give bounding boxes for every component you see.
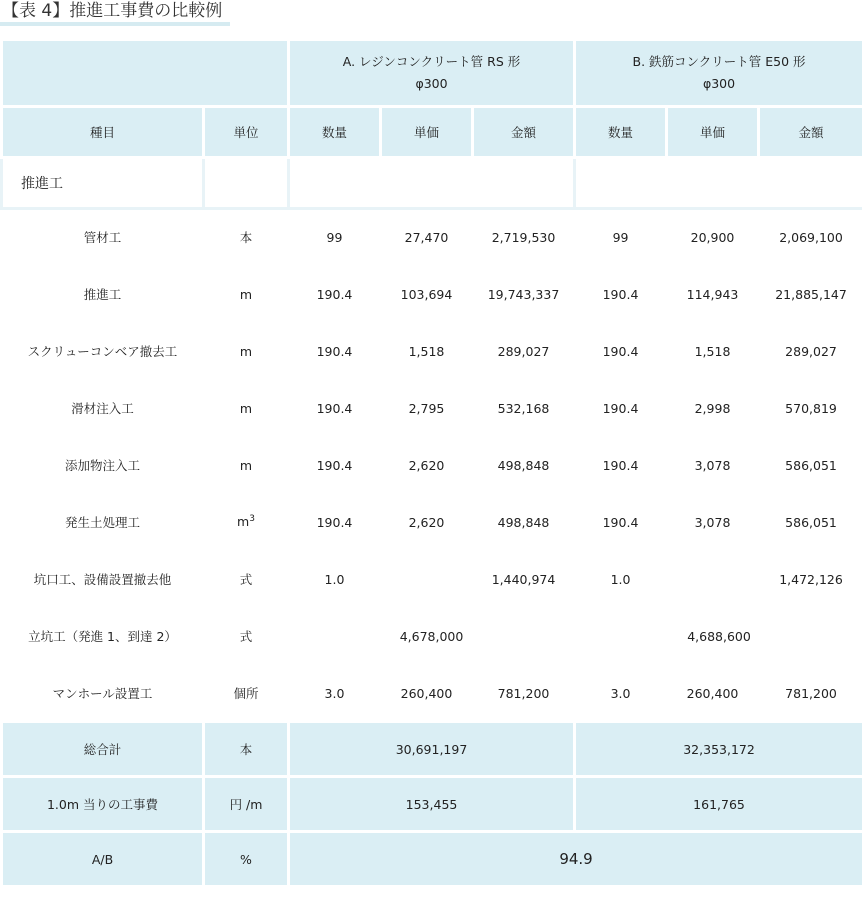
row-item: 立坑工（発進 1、到達 2） [2, 608, 204, 665]
row-a-qty: 190.4 [289, 494, 381, 551]
row-unit: m [204, 266, 289, 323]
per-meter-row [2, 777, 862, 832]
cost-comparison-table [0, 38, 862, 888]
row-b-price: 260,400 [667, 665, 759, 722]
row-b-amount: 21,885,147 [759, 266, 862, 323]
row-a-price [381, 551, 473, 608]
header-group-a [289, 40, 575, 107]
row-a-amount: 2,719,530 [473, 209, 575, 266]
row-item: マンホール設置工 [2, 665, 204, 722]
row-a-price: 27,470 [381, 209, 473, 266]
ratio-unit: % [204, 832, 289, 887]
row-b-amount: 586,051 [759, 437, 862, 494]
row-b-price: 3,078 [667, 494, 759, 551]
row-b-qty: 99 [575, 209, 667, 266]
col-header-b-amount: 金額 [759, 107, 862, 158]
group-a-name: A. レジンコンクリート管 RS 形 [342, 54, 521, 69]
group-b-name: B. 鉄筋コンクリート管 E50 形 [632, 54, 806, 69]
row-a-amount: 781,200 [473, 665, 575, 722]
row-item: 発生土処理工 [2, 494, 204, 551]
total-row [2, 722, 862, 777]
row-a-value: 4,678,000 [289, 608, 575, 665]
row-a-amount: 1,440,974 [473, 551, 575, 608]
row-a-qty: 190.4 [289, 380, 381, 437]
per-meter-b-value: 161,765 [575, 777, 862, 832]
row-b-price [667, 551, 759, 608]
row-b-qty: 1.0 [575, 551, 667, 608]
per-meter-label: 1.0m 当りの工事費 [2, 777, 204, 832]
row-a-amount: 289,027 [473, 323, 575, 380]
per-meter-a-value: 153,455 [289, 777, 575, 832]
row-item: 坑口工、設備設置撤去他 [2, 551, 204, 608]
row-b-qty: 190.4 [575, 266, 667, 323]
row-item: スクリューコンベア撤去工 [2, 323, 204, 380]
row-a-qty: 99 [289, 209, 381, 266]
row-item: 推進工 [2, 266, 204, 323]
row-b-amount: 289,027 [759, 323, 862, 380]
row-unit: 式 [204, 608, 289, 665]
row-b-qty: 190.4 [575, 494, 667, 551]
row-unit-base: m [237, 514, 250, 530]
shaft-row [2, 608, 862, 665]
row-b-value: 4,688,600 [575, 608, 862, 665]
row-b-qty: 190.4 [575, 437, 667, 494]
row-unit-superscript: 3 [249, 514, 255, 525]
header-empty-cell [2, 40, 289, 107]
table-row [2, 323, 862, 380]
row-unit: 本 [204, 209, 289, 266]
row-a-qty: 190.4 [289, 266, 381, 323]
row-b-amount: 586,051 [759, 494, 862, 551]
col-header-unit: 単位 [204, 107, 289, 158]
header-row-columns [2, 107, 862, 158]
row-a-price: 2,620 [381, 494, 473, 551]
row-unit: m [204, 323, 289, 380]
header-row-groups [2, 40, 862, 107]
total-a-value: 30,691,197 [289, 722, 575, 777]
table-row [2, 551, 862, 608]
row-b-qty: 190.4 [575, 323, 667, 380]
table-row [2, 494, 862, 551]
section-label: 推進工 [2, 158, 204, 209]
row-unit: 式 [204, 551, 289, 608]
col-header-b-price: 単価 [667, 107, 759, 158]
col-header-a-price: 単価 [381, 107, 473, 158]
col-header-item: 種目 [2, 107, 204, 158]
group-b-size: φ300 [702, 76, 736, 91]
manhole-row [2, 665, 862, 722]
ratio-value: 94.9 [289, 832, 862, 887]
group-a-size: φ300 [415, 76, 448, 91]
table-row [2, 266, 862, 323]
row-a-qty: 190.4 [289, 323, 381, 380]
table-row [2, 380, 862, 437]
row-b-amount: 570,819 [759, 380, 862, 437]
table-title: 【表 4】推進工事費の比較例 [2, 1, 223, 21]
row-b-price: 1,518 [667, 323, 759, 380]
row-unit: m [204, 437, 289, 494]
section-empty-b [575, 158, 862, 209]
title-underline [0, 22, 230, 26]
row-a-amount: 498,848 [473, 437, 575, 494]
per-meter-unit: 円 /m [204, 777, 289, 832]
row-b-amount: 2,069,100 [759, 209, 862, 266]
row-b-amount: 781,200 [759, 665, 862, 722]
row-b-price: 20,900 [667, 209, 759, 266]
row-b-price: 2,998 [667, 380, 759, 437]
table-row [2, 437, 862, 494]
row-a-qty: 1.0 [289, 551, 381, 608]
col-header-b-qty: 数量 [575, 107, 667, 158]
section-empty-a [289, 158, 575, 209]
row-b-amount: 1,472,126 [759, 551, 862, 608]
row-a-amount: 498,848 [473, 494, 575, 551]
row-a-price: 2,620 [381, 437, 473, 494]
row-item: 管材工 [2, 209, 204, 266]
total-unit: 本 [204, 722, 289, 777]
section-row [2, 158, 862, 209]
row-b-qty: 190.4 [575, 380, 667, 437]
section-empty-unit [204, 158, 289, 209]
row-b-qty: 3.0 [575, 665, 667, 722]
row-item: 滑材注入工 [2, 380, 204, 437]
row-a-amount: 532,168 [473, 380, 575, 437]
row-item: 添加物注入工 [2, 437, 204, 494]
row-b-price: 114,943 [667, 266, 759, 323]
row-b-price: 3,078 [667, 437, 759, 494]
ratio-row [2, 832, 862, 887]
row-a-price: 2,795 [381, 380, 473, 437]
row-a-price: 1,518 [381, 323, 473, 380]
row-a-amount: 19,743,337 [473, 266, 575, 323]
col-header-a-amount: 金額 [473, 107, 575, 158]
row-a-price: 103,694 [381, 266, 473, 323]
row-a-qty: 190.4 [289, 437, 381, 494]
total-label: 総合計 [2, 722, 204, 777]
col-header-a-qty: 数量 [289, 107, 381, 158]
row-a-qty: 3.0 [289, 665, 381, 722]
header-group-b [575, 40, 862, 107]
table-row [2, 209, 862, 266]
row-unit: m [204, 380, 289, 437]
ratio-label: A/B [2, 832, 204, 887]
row-unit [204, 494, 289, 551]
row-unit: 個所 [204, 665, 289, 722]
row-a-price: 260,400 [381, 665, 473, 722]
total-b-value: 32,353,172 [575, 722, 862, 777]
